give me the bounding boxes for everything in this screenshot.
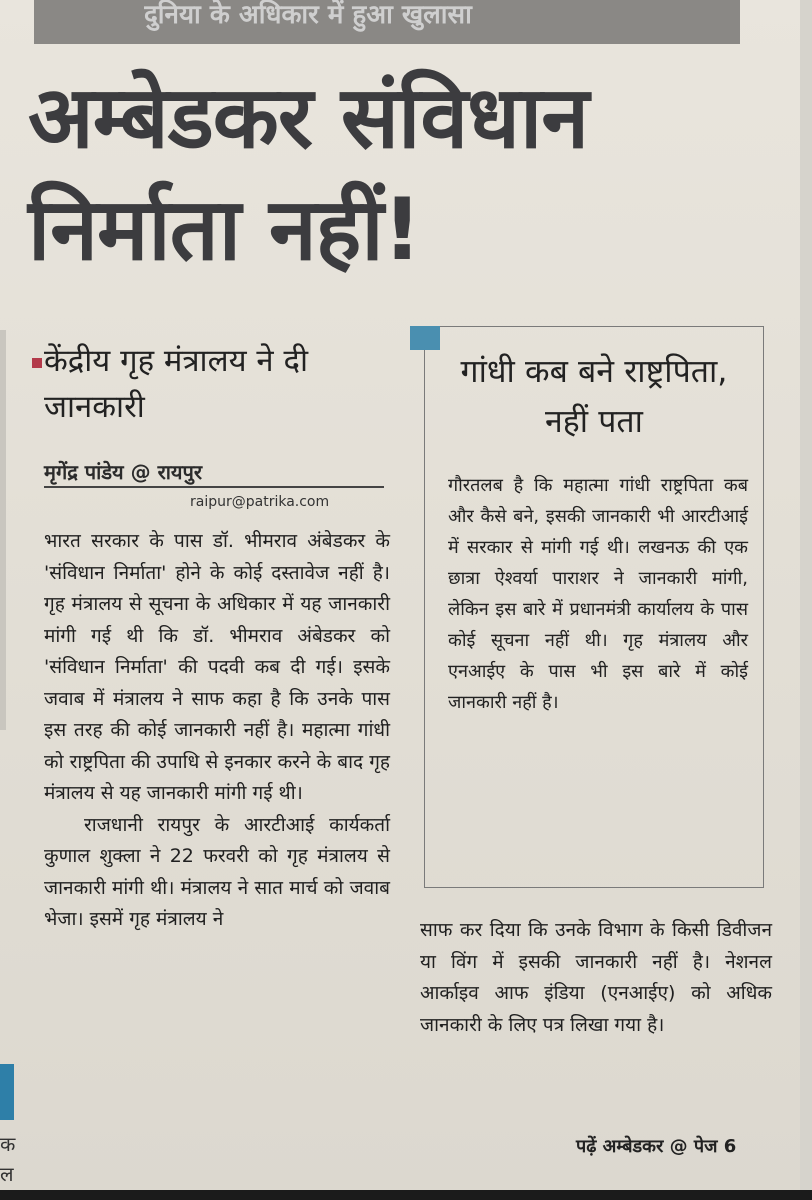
headline-line-2: निर्माता नहीं!	[28, 180, 421, 280]
bottom-border	[0, 1190, 812, 1200]
article-paragraph-1: भारत सरकार के पास डॉ. भीमराव अंबेडकर के 'संविधान निर्माता' होने के कोई दस्तावेज नहीं है। गृह मंत्रालय से सूचना के अधिकार में यह जानकारी मांगी गई थी कि डॉ. भीमराव अंबेडकर को 'संविधान निर्माता' की पदवी कब दी गई। इसके जवाब में मंत्रालय ने साफ कहा है कि उनके पास इस तरह की कोई जानकारी नहीं है। महात्मा गांधी को राष्ट्रपिता की उपाधि से इनकार करने के बाद गृह मंत्रालय से यह जानकारी मांगी गई थी।	[44, 530, 390, 804]
byline-divider	[44, 486, 384, 488]
sidebar-body: गौरतलब है कि महात्मा गांधी राष्ट्रपिता कब और कैसे बने, इसकी जानकारी भी आरटीआई में सरकार से मांगी गई थी। लखनऊ की एक छात्रा ऐश्वर्या पाराशर ने जानकारी मांगी, लेकिन इस बारे में प्रधानमंत्री कार्यालय के पास कोई सूचना नहीं थी। गृह मंत्रालय और एनआईए के पास भी इस बारे में कोई जानकारी नहीं है।	[448, 475, 748, 713]
reporter-email: raipur@patrika.com	[190, 494, 330, 510]
continuation-note: पढ़ें अम्बेडकर @ पेज 6	[576, 1136, 737, 1157]
left-page-edge	[0, 330, 6, 730]
right-page-edge	[800, 0, 812, 1200]
sidebar-marker-icon	[410, 326, 440, 350]
kicker-text: दुनिया के अधिकार में हुआ खुलासा	[144, 0, 472, 30]
subheadline: केंद्रीय गृह मंत्रालय ने दी जानकारी	[44, 343, 308, 425]
article-paragraph-3: साफ कर दिया कि उनके विभाग के किसी डिवीजन या विंग में इसकी जानकारी नहीं है। नेशनल आर्काइव आफ इंडिया (एनआईए) को अधिक जानकारी के लिए पत्र लिखा गया है।	[420, 919, 772, 1036]
sidebar-title: गांधी कब बने राष्ट्रपिता, नहीं पता	[460, 352, 728, 440]
byline: मृगेंद्र पांडेय @ रायपुर	[44, 460, 203, 484]
article-column-2	[420, 915, 772, 1041]
article-paragraph-2: राजधानी रायपुर के आरटीआई कार्यकर्ता कुणाल शुक्ला ने 22 फरवरी को गृह मंत्रालय से जानकारी मांगी थी। मंत्रालय ने सात मार्च को जवाब भेजा। इसमें गृह मंत्रालय ने	[44, 813, 390, 930]
kicker-band	[34, 0, 740, 44]
blue-strip	[0, 1064, 14, 1120]
bullet-square-icon	[32, 358, 42, 368]
headline-line-1: अम्बेडकर संविधान	[28, 68, 589, 168]
article-column-1	[44, 526, 390, 936]
edge-character-2: ल	[0, 1162, 14, 1186]
edge-character-1: क	[0, 1132, 16, 1156]
